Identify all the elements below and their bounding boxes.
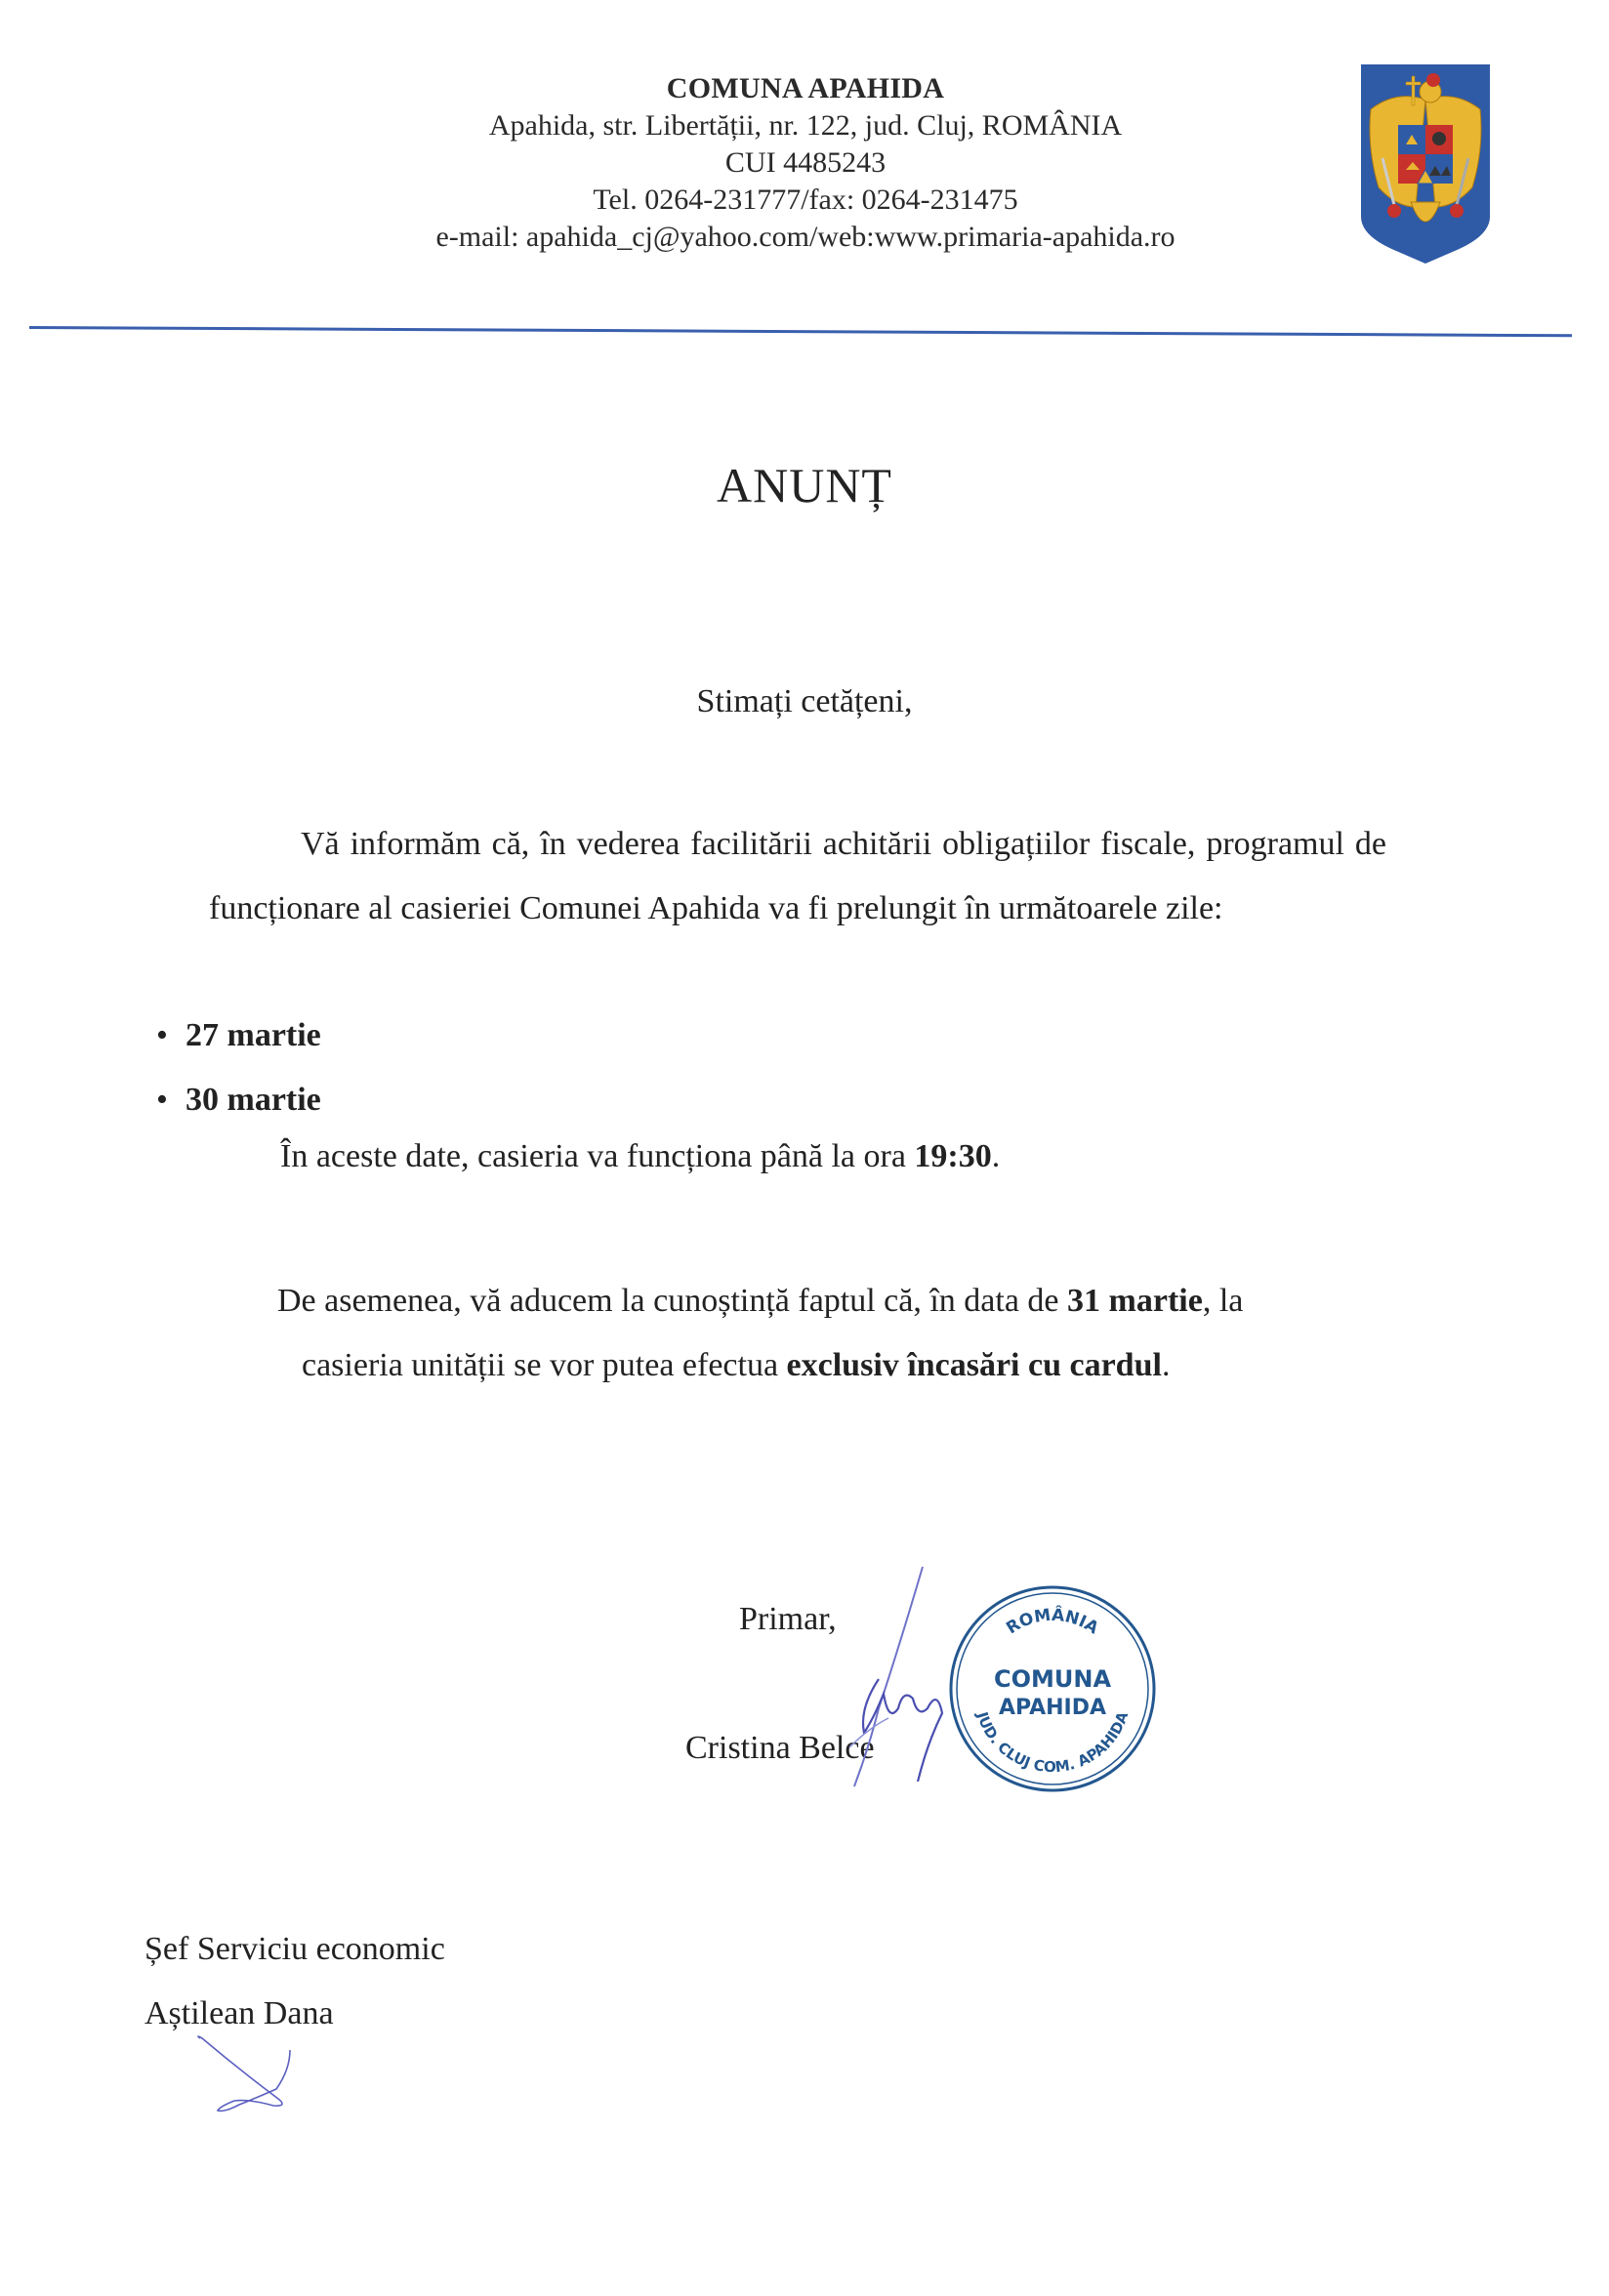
stamp-center-line2: APAHIDA [998, 1696, 1107, 1720]
mayor-name: Cristina Belce [685, 1730, 875, 1766]
date-label: 27 martie [186, 1017, 321, 1053]
economic-head-signature-icon [181, 2030, 317, 2128]
date-item [146, 1068, 321, 1132]
hours-line [280, 1138, 1000, 1175]
letterhead [293, 70, 1318, 256]
para2-part3: casieria unității se vor putea efectua [302, 1347, 787, 1383]
stamp-center-line1: COMUNA [993, 1665, 1112, 1693]
mayor-role: Primar, [739, 1601, 837, 1637]
official-stamp [945, 1581, 1160, 1796]
phone-fax: Tel. 0264-231777/fax: 0264-231475 [593, 184, 1018, 216]
address: Apahida, str. Libertății, nr. 122, jud. Cluj, ROMÂNIA [488, 109, 1123, 142]
email-web: e-mail: apahida_cj@yahoo.com/web:www.primaria-apahida.ro [435, 221, 1176, 253]
svg-text:ROMÂNIA [1003, 1604, 1102, 1639]
card-only-notice: exclusiv încasări cu cardul [786, 1347, 1162, 1383]
economic-head-role: Șef Serviciu economic [144, 1931, 445, 1967]
economic-head-name: Aștilean Dana [144, 1995, 334, 2031]
romania-coat-of-arms-icon [1357, 61, 1494, 266]
cui: CUI 4485243 [724, 146, 887, 179]
stamp-top-text: ROMÂNIA [1003, 1605, 1102, 1639]
bullet-icon: • [156, 1082, 168, 1118]
date-label: 30 martie [186, 1082, 321, 1118]
organization-name: COMUNA APAHIDA [666, 72, 945, 104]
para2-part2: , la [1202, 1283, 1244, 1319]
stamp-bottom-text: JUD. CLUJ COM. APAHIDA [972, 1709, 1133, 1777]
intro-paragraph: Vă informăm că, în vederea facilitării achitării obligațiilor fiscale, programul de funcționare al casieriei Comunei Apahida va fi prelungit în următoarele zile: [209, 826, 1386, 926]
hours-end: . [991, 1138, 1001, 1174]
extended-dates-list [146, 1004, 321, 1132]
card-payment-paragraph [277, 1269, 1243, 1398]
header-divider [29, 326, 1572, 337]
document-title: ANUNȚ [717, 458, 892, 512]
closing-time: 19:30 [914, 1138, 992, 1174]
hours-text: În aceste date, casieria va funcționa până la ora [280, 1138, 915, 1174]
card-only-date: 31 martie [1067, 1283, 1203, 1319]
para2-end: . [1161, 1347, 1171, 1383]
bullet-icon: • [156, 1017, 168, 1053]
para2-part1: De asemenea, vă aducem la cunoștință faptul că, în data de [277, 1283, 1068, 1319]
greeting: Stimați cetățeni, [696, 683, 913, 719]
date-item [146, 1004, 321, 1068]
